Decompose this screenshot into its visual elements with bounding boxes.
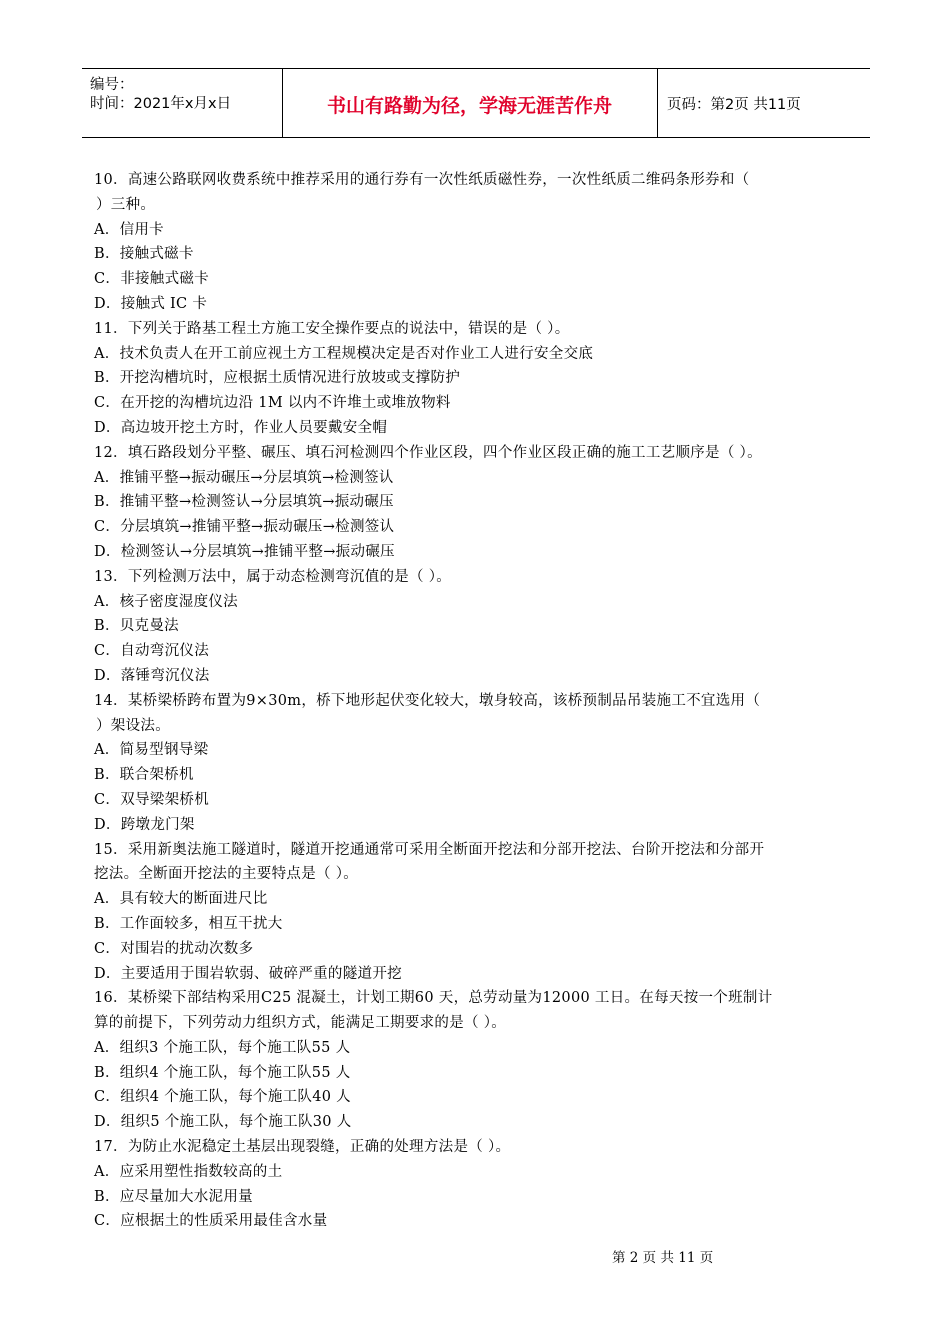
answer-option: B．联合架桥机: [94, 767, 194, 784]
answer-option: C．双导梁架桥机: [94, 791, 209, 808]
document-number-label: 编号：: [90, 77, 134, 93]
answer-option: A．信用卡: [94, 221, 164, 238]
question-text: 算的前提下，下列劳动力组织方式，能满足工期要求的是（ ）。: [94, 1015, 507, 1032]
text-line: ）三种。: [96, 196, 156, 213]
header-motto: 书山有路勤为径，学海无涯苦作舟: [326, 95, 612, 117]
answer-option: C．自动弯沉仪法: [94, 643, 209, 660]
answer-option: A．推铺平整→振动碾压→分层填筑→检测签认: [94, 469, 394, 486]
header-page-info: 页码：第2页 共11页: [667, 97, 801, 113]
header-right-cell: [657, 69, 870, 137]
answer-option: B．开挖沟槽坑时，应根据土质情况进行放坡或支撑防护: [94, 370, 461, 387]
question-text: 14．某桥梁桥跨布置为9×30m，桥下地形起伏变化较大，墩身较高，该桥预制品吊装施工不宜选用（: [94, 692, 761, 709]
answer-option: A．简易型钢导梁: [94, 742, 209, 759]
answer-option: A．具有较大的断面进尺比: [94, 891, 268, 908]
question-text: ）架设法。: [96, 717, 170, 734]
question-text: 挖法。全断面开挖法的主要特点是（ ）。: [94, 866, 359, 883]
answer-option: B．推铺平整→检测签认→分层填筑→振动碾压: [94, 494, 394, 511]
answer-option: C．在开挖的沟槽坑边沿 1M 以内不许堆土或堆放物料: [94, 395, 451, 412]
question-text: 17．为防止水泥稳定土基层出现裂缝，正确的处理方法是（ ）。: [94, 1139, 511, 1156]
answer-option: D．跨墩龙门架: [94, 816, 195, 833]
answer-option: C．分层填筑→推铺平整→振动碾压→检测签认: [94, 519, 395, 536]
answer-option: B．接触式磁卡: [94, 246, 194, 263]
question-text: 12．填石路段划分平整、碾压、填石河检测四个作业区段，四个作业区段正确的施工工艺顺序是（ ）。: [94, 444, 762, 461]
answer-option: A．核子密度湿度仪法: [94, 593, 238, 610]
answer-option: A．组织3 个施工队，每个施工队55 人: [94, 1039, 351, 1056]
answer-option: D．主要适用于围岩软弱、破碎严重的隧道开挖: [94, 965, 402, 982]
answer-option: C．非接触式磁卡: [94, 271, 209, 288]
answer-option: D．检测签认→分层填筑→推铺平整→振动碾压: [94, 543, 395, 560]
header-middle-cell: [282, 69, 658, 137]
question-text: 13．下列检测万法中，属于动态检测弯沉值的是（ ）。: [94, 568, 452, 585]
question-content: [94, 168, 864, 1234]
question-text: 16．某桥梁下部结构采用C25 混凝土，计划工期60 天，总劳动量为12000 工日。在每天按一个班制计: [94, 990, 773, 1007]
text-line: 10．高速公路联网收费系统中推荐采用的通行券有一次性纸质磁性券，一次性纸质二维码条形券和（: [94, 172, 750, 188]
answer-option: A．应采用塑性指数较高的土: [94, 1163, 283, 1180]
answer-option: B．应尽量加大水泥用量: [94, 1188, 253, 1205]
answer-option: A．技术负责人在开工前应视土方工程规模决定是否对作业工人进行安全交底: [94, 345, 594, 362]
answer-option: C．应根据土的性质采用最佳含水量: [94, 1213, 328, 1230]
answer-option: D．高边坡开挖土方时，作业人员要戴安全帽: [94, 419, 388, 436]
answer-option: B．贝克曼法: [94, 618, 179, 635]
header-left-cell: [82, 69, 283, 137]
answer-option: D．落锤弯沉仪法: [94, 667, 210, 684]
answer-option: C．组织4 个施工队，每个施工队40 人: [94, 1089, 351, 1106]
document-header: [82, 68, 870, 138]
answer-option: B．组织4 个施工队，每个施工队55 人: [94, 1064, 351, 1081]
question-text: 11．下列关于路基工程土方施工安全操作要点的说法中，错误的是（ ）。: [94, 320, 570, 337]
question-text: 15．采用新奥法施工隧道时，隧道开挖通通常可采用全断面开挖法和分部开挖法、台阶开挖法和分部开: [94, 841, 765, 858]
answer-option: B．工作面较多，相互干扰大: [94, 915, 283, 932]
document-time-label: 时间：2021年x月x日: [90, 96, 232, 112]
answer-option: D．组织5 个施工队，每个施工队30 人: [94, 1114, 352, 1131]
answer-option: C．对围岩的扰动次数多: [94, 940, 254, 957]
page-footer: 第 2 页 共 11 页: [612, 1250, 714, 1266]
answer-option: D．接触式 IC 卡: [94, 295, 208, 312]
